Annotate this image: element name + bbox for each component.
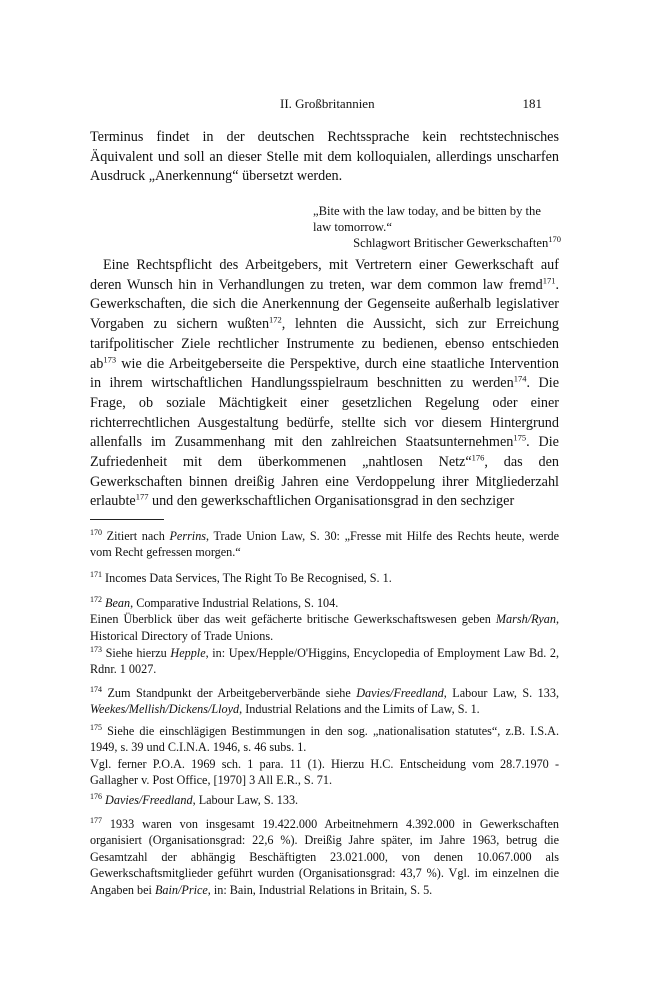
footnote-text: Einen Überblick über das weit gefächerte britische Gewerkschaftswesen geben — [90, 612, 496, 627]
paragraph-segment: , lehnten die Aussicht, sich zur Erreichung tarifpolitischer Ziele rechtlicher Instrumente zu bedienen, ebenso entschieden ab — [90, 316, 559, 372]
footnote-ref-176[interactable]: 176 — [471, 452, 485, 463]
footnote-number: 177 — [90, 815, 102, 825]
footnote-author: Bain/Price — [154, 882, 208, 897]
footnote-author: Davies/Freedland — [105, 793, 193, 807]
footnote-author: Bean — [105, 596, 131, 610]
footnote-ref-175[interactable]: 175 — [513, 432, 527, 443]
footnote-text: , in: Upex/Hepple/O'Higgins, Encyclopedia of Employment Law Bd. 2, Rdnr. 1 0027. — [90, 646, 560, 677]
footnote-text: Zitiert nach — [106, 529, 170, 543]
paragraph-segment: wie die Arbeitgeberseite die Perspektive, durch eine staatliche Intervention in ihrem wirtschaftlichen Handlungsspielraum beschnitten zu werden — [90, 355, 559, 392]
footnote-author: Davies/Freedland — [356, 686, 444, 700]
paragraph-segment: , das den Gewerkschaften binnen dreißig Jahren eine Verdoppelung ihrer Mitgliederzahl erlaubte — [90, 454, 559, 510]
footnote-text: Zum Standpunkt der Arbeitgeberverbände siehe — [107, 686, 357, 700]
footnote-author: Hepple — [170, 646, 206, 660]
footnote-text: , Industrial Relations and the Limits of Law, S. 1. — [239, 702, 480, 717]
paragraph-continued: Terminus findet in der deutschen Rechtssprache kein rechtstechnisches Äquivalent und soll an dieser Stelle mit dem kolloquialen, allerdings unscharfen Ausdruck „Anerkennung“ übersetzt werden. — [90, 129, 559, 185]
paragraph-main — [90, 256, 559, 512]
footnote-number: 171 — [90, 569, 102, 579]
footnote-text: , Comparative Industrial Relations, S. 104. — [130, 596, 339, 610]
footnote-text: 1933 waren von insgesamt 19.422.000 Arbeitnehmern 4.392.000 in Gewerkschaften organisiert (Organisationsgrad: 22,6 %). Dreißig Jahre später, im Jahre 1963, betrug die Gesamtzahl der abhängig Beschäftigten 23.021.000, von denen 10.067.000 als Gewerkschaftsmitglieder geführt wurden (Organisationsgrad: 43,7 %). Vgl. im einzelnen die Angaben bei — [90, 817, 560, 897]
footnote-170 — [90, 528, 559, 561]
footnote-ref-170[interactable]: 170 — [548, 233, 561, 244]
footnote-number: 174 — [90, 684, 102, 694]
footnote-number: 170 — [90, 527, 102, 537]
page-number: 181 — [522, 96, 542, 111]
footnote-text: , Historical Directory of Trade Unions. — [90, 612, 559, 643]
footnote-175 — [90, 723, 559, 789]
footnote-text: , Trade Union Law, S. 30: „Fresse mit Hilfe des Rechts heute, werde vom Recht gefressen morgen.“ — [90, 529, 560, 560]
footnote-text: Incomes Data Services, The Right To Be Recognised, S. 1. — [105, 571, 392, 585]
epigraph-source — [313, 235, 561, 251]
footnote-number: 175 — [90, 722, 102, 732]
footnote-author: Marsh/Ryan — [495, 612, 556, 627]
paragraph-segment: . Gewerkschaften, die sich die Anerkennung der Gegenseite außerhalb legislativer Vorgaben zu sichern wußten — [90, 276, 559, 333]
footnote-text: , Labour Law, S. 133, — [443, 686, 559, 700]
footnote-author: Weekes/Mellish/Dickens/Lloyd — [90, 702, 240, 717]
footnote-number: 176 — [90, 791, 102, 801]
running-head: II. Großbritannien — [280, 96, 375, 111]
footnote-number: 172 — [90, 594, 102, 604]
footnote-text: Vgl. ferner P.O.A. 1969 sch. 1 para. 11 (1). Hierzu H.C. Entscheidung vom 28.7.1970 - Gallagher v. Post Office, [1970] 3 All E.R., S. 71. — [90, 756, 559, 788]
footnote-173 — [90, 645, 559, 678]
footnote-176 — [90, 792, 559, 808]
footnote-number: 173 — [90, 644, 102, 654]
epigraph-source-text: Schlagwort Britischer Gewerkschaften — [353, 236, 549, 250]
running-header — [90, 96, 542, 114]
epigraph-quote: „Bite with the law today, and be bitten by the law tomorrow.“ — [313, 204, 541, 234]
footnote-text: Siehe hierzu — [105, 646, 171, 660]
footnote-171 — [90, 570, 559, 586]
footnote-ref-171[interactable]: 171 — [542, 274, 556, 285]
footnote-author: Perrins — [169, 529, 207, 543]
footnote-177 — [90, 816, 559, 898]
epigraph — [313, 203, 561, 251]
footnote-text: , in: Bain, Industrial Relations in Britain, S. 5. — [207, 882, 433, 897]
paragraph-segment: und den gewerkschaftlichen Organisationsgrad in den sechziger — [148, 493, 515, 510]
footnote-text: Siehe die einschlägigen Bestimmungen in den sog. „nationalisation statutes“, z.B. I.S.A. 1949, s. 39 und C.I.N.A. 1946, s. 46 subs. 1. — [90, 724, 560, 755]
footnote-text: , Labour Law, S. 133. — [192, 793, 299, 807]
footnote-172 — [90, 595, 559, 644]
paragraph-segment: . Die Frage, ob soziale Mächtigkeit einer gesetzlichen Regelung oder einer richterrechtlichen Ausgestaltung bedürfe, stellte sich vor diesem Hintergrund allenfalls im Zusammenhang mit den zahlreichen Staatsunternehmen — [90, 375, 559, 451]
footnote-ref-177[interactable]: 177 — [135, 491, 149, 502]
footnote-ref-172[interactable]: 172 — [269, 314, 282, 325]
footnote-ref-174[interactable]: 174 — [513, 373, 527, 384]
footnote-ref-173[interactable]: 173 — [103, 353, 117, 364]
footnote-174 — [90, 685, 559, 718]
paragraph-segment: . Die Zufriedenheit mit dem überkommenen „nahtlosen Netz“ — [90, 434, 559, 471]
paragraph-segment: Eine Rechtspflicht des Arbeitgebers, mit Vertretern einer Gewerkschaft auf deren Wunsch hin in Verhandlungen zu treten, war dem common law fremd — [90, 257, 559, 293]
footnote-separator — [90, 519, 164, 520]
